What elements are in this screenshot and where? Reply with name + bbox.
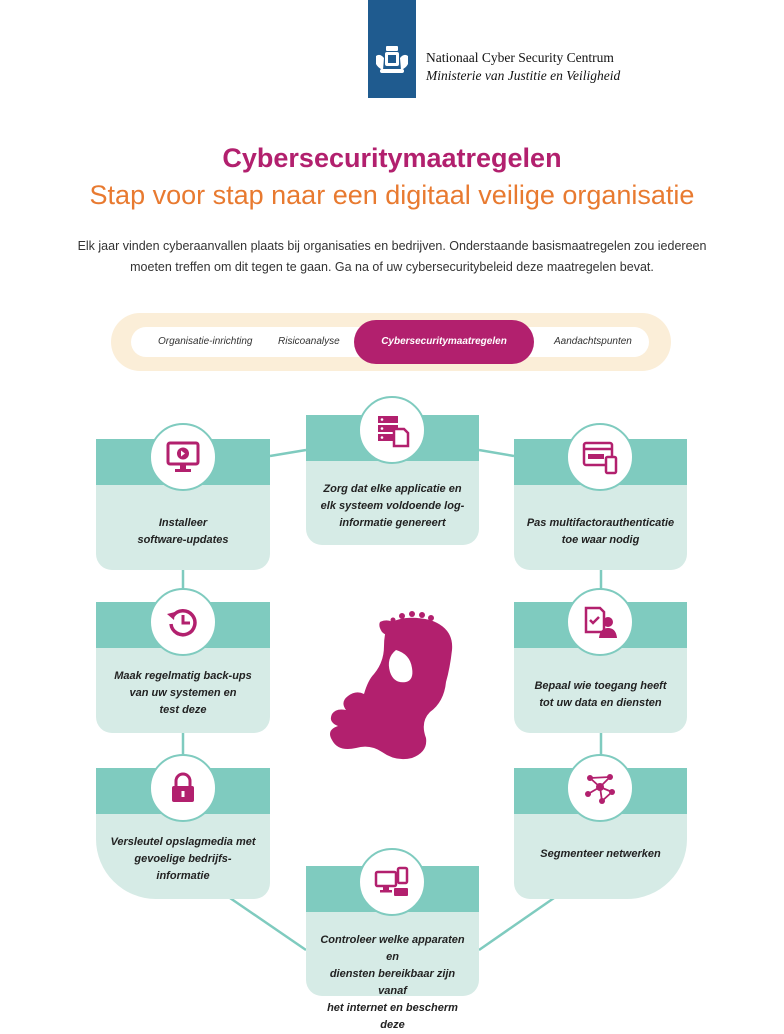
measure-label-exposure [314,932,471,1034]
label-line: informatie genereert [339,517,446,529]
measure-label-encryption [104,834,262,885]
tab-cybersecuritymaatregelen[interactable]: Cybersecuritymaatregelen [354,320,534,364]
label-line: Maak regelmatig back-ups [114,670,252,682]
browser-phone-icon [566,423,634,491]
label-line: toe waar nodig [561,534,640,546]
tab-aandachtspunten[interactable]: Aandachtspunten [554,336,632,347]
netherlands-map-icon [318,606,468,766]
devices-icon [358,848,426,916]
label-line: Bepaal wie toegang heeft [534,680,667,692]
label-line: Zorg dat elke applicatie en [323,483,462,495]
label-line: Versleutel opslagmedia met [110,836,256,848]
measure-label-logging [314,481,471,532]
history-icon [149,588,217,656]
page-subtitle: Stap voor stap naar een digitaal veilige organisatie [89,180,695,210]
label-line: software-updates [137,534,229,546]
padlock-icon [149,754,217,822]
label-line: Pas multifactorauthenticatie [526,517,675,529]
monitor-update-icon [149,423,217,491]
intro-line-2: moeten treffen om dit tegen te gaan. Ga na of uw cybersecuritybeleid deze maatregelen bevat. [130,260,654,274]
label-line: test deze [159,704,207,716]
label-line: Installeer [158,517,208,529]
label-line: Segmenteer netwerken [540,848,661,860]
label-line: Controleer welke apparaten en [320,934,465,963]
measure-label-backups [104,668,262,719]
tab-organisatie-inrichting[interactable]: Organisatie-inrichting [158,336,253,347]
intro-line-1: Elk jaar vinden cyberaanvallen plaats bij organisaties en bedrijven. Onderstaande basismaatregelen zou iedereen [77,239,707,253]
label-line: het internet en bescherm deze [327,1002,458,1031]
measure-label-segmentation [522,846,679,863]
label-line: gevoelige bedrijfs- [134,853,232,865]
label-line: tot uw data en diensten [539,697,662,709]
measure-label-access [522,678,679,712]
org-name: Nationaal Cyber Security Centrum [426,50,614,65]
page-title: Cybersecuritymaatregelen [222,143,562,173]
measure-label-mfa [522,515,679,549]
server-log-icon [358,396,426,464]
network-icon [566,754,634,822]
label-line: informatie [156,870,210,882]
tab-risicoanalyse[interactable]: Risicoanalyse [278,336,340,347]
label-line: elk systeem voldoende log- [320,500,465,512]
ministry-name: Ministerie van Justitie en Veiligheid [426,68,621,83]
label-line: van uw systemen en [129,687,237,699]
measure-label-software-updates [104,515,262,549]
label-line: diensten bereikbaar zijn vanaf [329,968,456,997]
user-access-icon [566,588,634,656]
